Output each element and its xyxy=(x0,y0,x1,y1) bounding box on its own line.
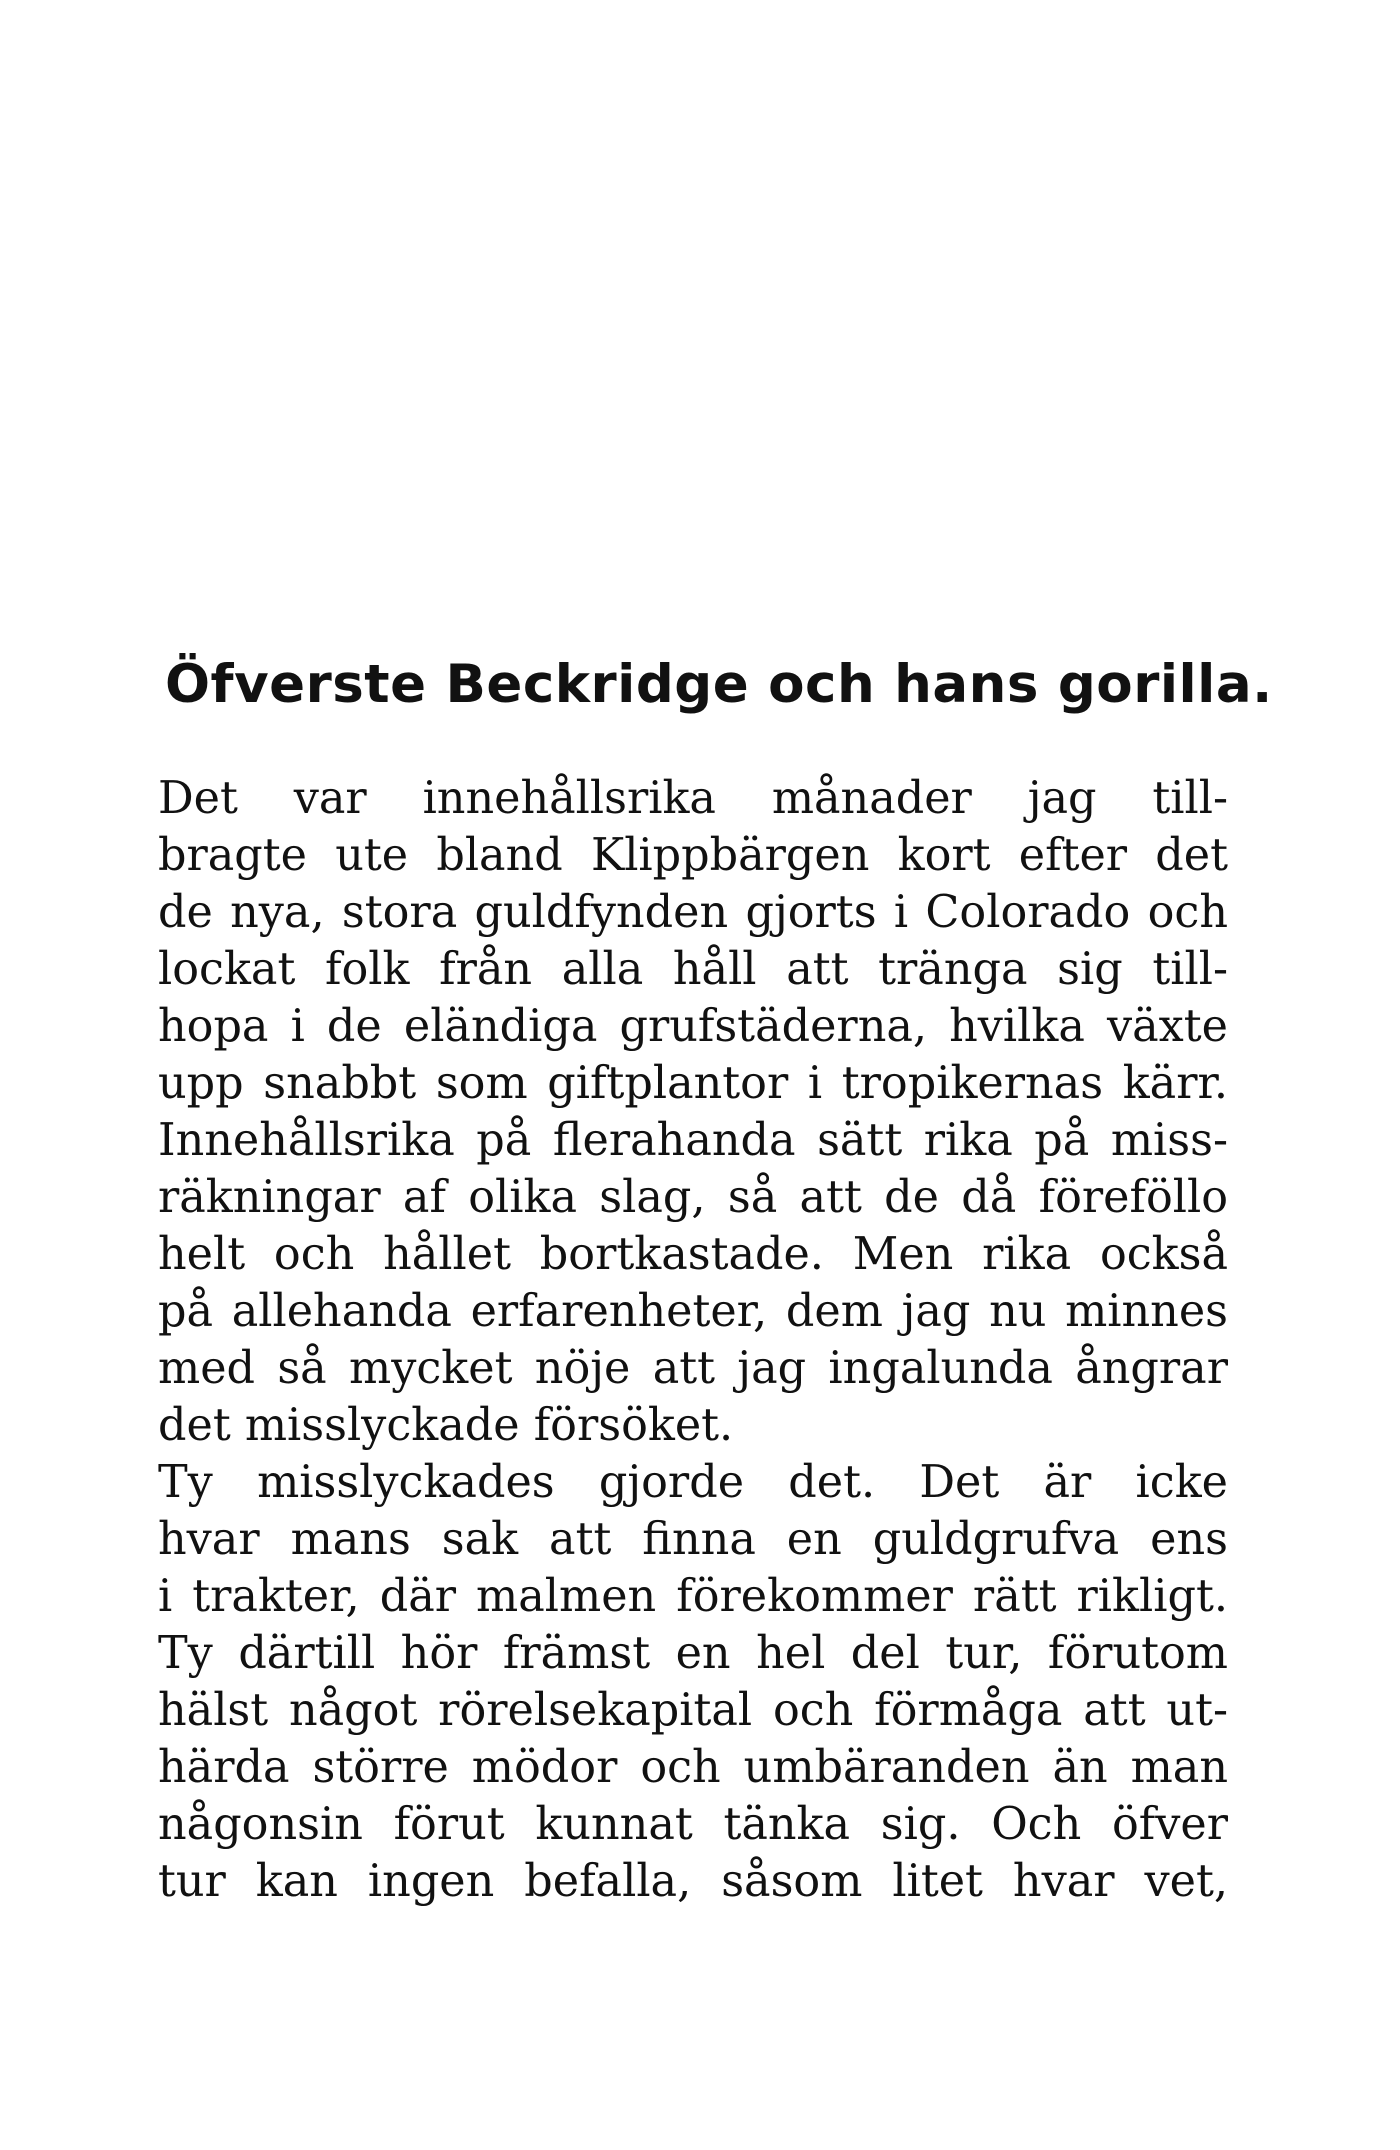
text-line: det misslyckade försöket. xyxy=(158,1400,734,1451)
text-line: räkningar af olika slag, så att de då föreföllo xyxy=(158,1172,1228,1223)
text-line: Ty därtill hör främst en hel del tur, förutom xyxy=(158,1628,1228,1679)
text-line: hälst något rörelsekapital och förmåga att ut- xyxy=(158,1685,1228,1736)
chapter-title: Öfverste Beckridge och hans gorilla. xyxy=(165,654,1273,715)
text-line: helt och hållet bortkastade. Men rika också xyxy=(158,1229,1228,1280)
text-line: med så mycket nöje att jag ingalunda ångrar xyxy=(158,1343,1228,1394)
text-line: någonsin förut kunnat tänka sig. Och öfver xyxy=(158,1799,1228,1850)
text-line: härda större mödor och umbäranden än man xyxy=(158,1742,1228,1793)
text-line: Det var innehållsrika månader jag till- xyxy=(158,773,1228,824)
text-line: Innehållsrika på flerahanda sätt rika på miss- xyxy=(158,1115,1228,1166)
text-line: lockat folk från alla håll att tränga sig till- xyxy=(158,944,1228,995)
text-line: bragte ute bland Klippbärgen kort efter det xyxy=(158,830,1228,881)
text-line: tur kan ingen befalla, såsom litet hvar vet, xyxy=(158,1856,1228,1907)
text-line: de nya, stora guldfynden gjorts i Colorado och xyxy=(158,887,1228,938)
text-line: i trakter, där malmen förekommer rätt rikligt. xyxy=(158,1571,1228,1622)
text-line: hopa i de eländiga grufstäderna, hvilka växte xyxy=(158,1001,1228,1052)
text-line: Ty misslyckades gjorde det. Det är icke xyxy=(158,1457,1228,1508)
text-line: på allehanda erfarenheter, dem jag nu minnes xyxy=(158,1286,1228,1337)
text-line: hvar mans sak att finna en guldgrufva ens xyxy=(158,1514,1228,1565)
body-text xyxy=(158,770,1228,1910)
text-line: upp snabbt som giftplantor i tropikernas kärr. xyxy=(158,1058,1228,1109)
